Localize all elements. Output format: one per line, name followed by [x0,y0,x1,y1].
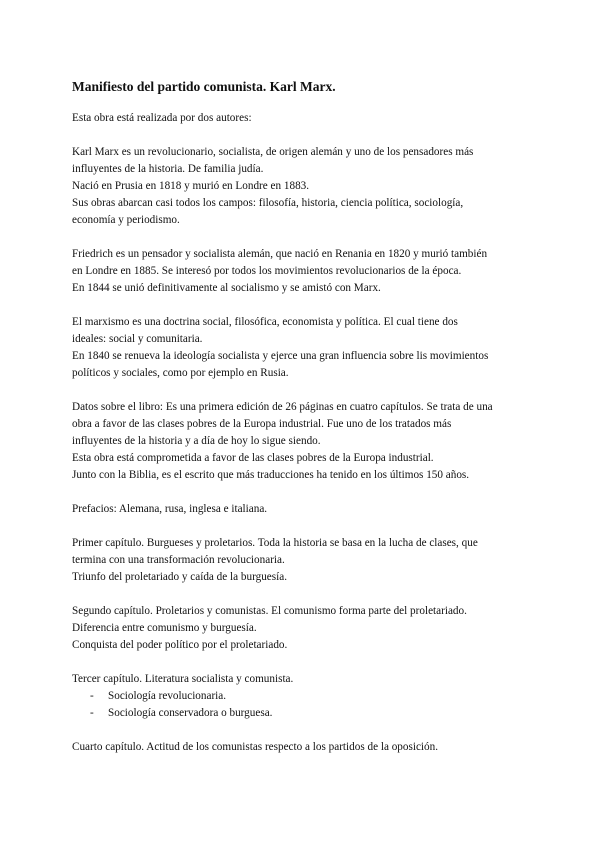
text-line: termina con una transformación revolucionaria. [72,554,285,566]
paragraph [72,314,540,382]
text-line: en Londre en 1885. Se interesó por todos los movimientos revolucionarios de la época. [72,265,462,277]
text-line: Datos sobre el libro: Es una primera edición de 26 páginas en cuatro capítulos. Se trata de una [72,401,493,413]
text-line: El marxismo es una doctrina social, filosófica, economista y política. El cual tiene dos [72,316,458,328]
text-line: ideales: social y comunitaria. [72,333,203,345]
text-line: políticos y sociales, como por ejemplo en Rusia. [72,367,289,379]
text-line: influyentes de la historia. De familia judía. [72,163,264,175]
text-line: Karl Marx es un revolucionario, socialista, de origen alemán y uno de los pensadores más [72,146,474,158]
text-line: Sus obras abarcan casi todos los campos: filosofía, historia, ciencia política, sociología, [72,197,464,209]
list-item-text: Sociología revolucionaria. [108,690,227,702]
text-line: Triunfo del proletariado y caída de la burguesía. [72,571,287,583]
fourth-chapter-paragraph: Cuarto capítulo. Actitud de los comunistas respecto a los partidos de la oposición. [72,741,439,753]
dash-bullet: - [90,690,94,702]
paragraph [72,144,540,229]
dash-bullet: - [90,707,94,719]
paragraph [72,501,540,518]
paragraph [72,535,540,586]
text-line: influyentes de la historia y a día de hoy lo sigue siendo. [72,435,321,447]
text-line: economía y periodismo. [72,214,180,226]
text-line: Esta obra está comprometida a favor de las clases pobres de la Europa industrial. [72,452,434,464]
paragraph [72,246,540,297]
list-item [72,705,540,722]
document-title: Manifiesto del partido comunista. Karl Marx. [72,79,336,94]
list-item-text: Sociología conservadora o burguesa. [108,707,273,719]
body-paragraphs [72,110,540,654]
paragraph [72,110,540,127]
text-line: Conquista del poder político por el proletariado. [72,639,288,651]
text-line: Prefacios: Alemana, rusa, inglesa e italiana. [72,503,268,515]
list-item [72,688,540,705]
text-line: Segundo capítulo. Proletarios y comunistas. El comunismo forma parte del proletariado. [72,605,467,617]
text-line: obra a favor de las clases pobres de la Europa industrial. Fue uno de los tratados más [72,418,452,430]
text-line: Junto con la Biblia, es el escrito que más traducciones ha tenido en los últimos 150 años. [72,469,470,481]
paragraph [72,399,540,484]
text-line: Nació en Prusia en 1818 y murió en Londre en 1883. [72,180,310,192]
third-chapter-list [72,688,540,722]
third-chapter-heading: Tercer capítulo. Literatura socialista y comunista. [72,673,294,685]
text-line: En 1844 se unió definitivamente al socialismo y se amistó con Marx. [72,282,381,294]
paragraph [72,603,540,654]
text-line: Esta obra está realizada por dos autores: [72,112,252,124]
text-line: Primer capítulo. Burgueses y proletarios. Toda la historia se basa en la lucha de clases, que [72,537,478,549]
text-line: Diferencia entre comunismo y burguesía. [72,622,257,634]
text-line: En 1840 se renueva la ideología socialista y ejerce una gran influencia sobre lis movimientos [72,350,489,362]
text-line: Friedrich es un pensador y socialista alemán, que nació en Renania en 1820 y murió también [72,248,488,260]
